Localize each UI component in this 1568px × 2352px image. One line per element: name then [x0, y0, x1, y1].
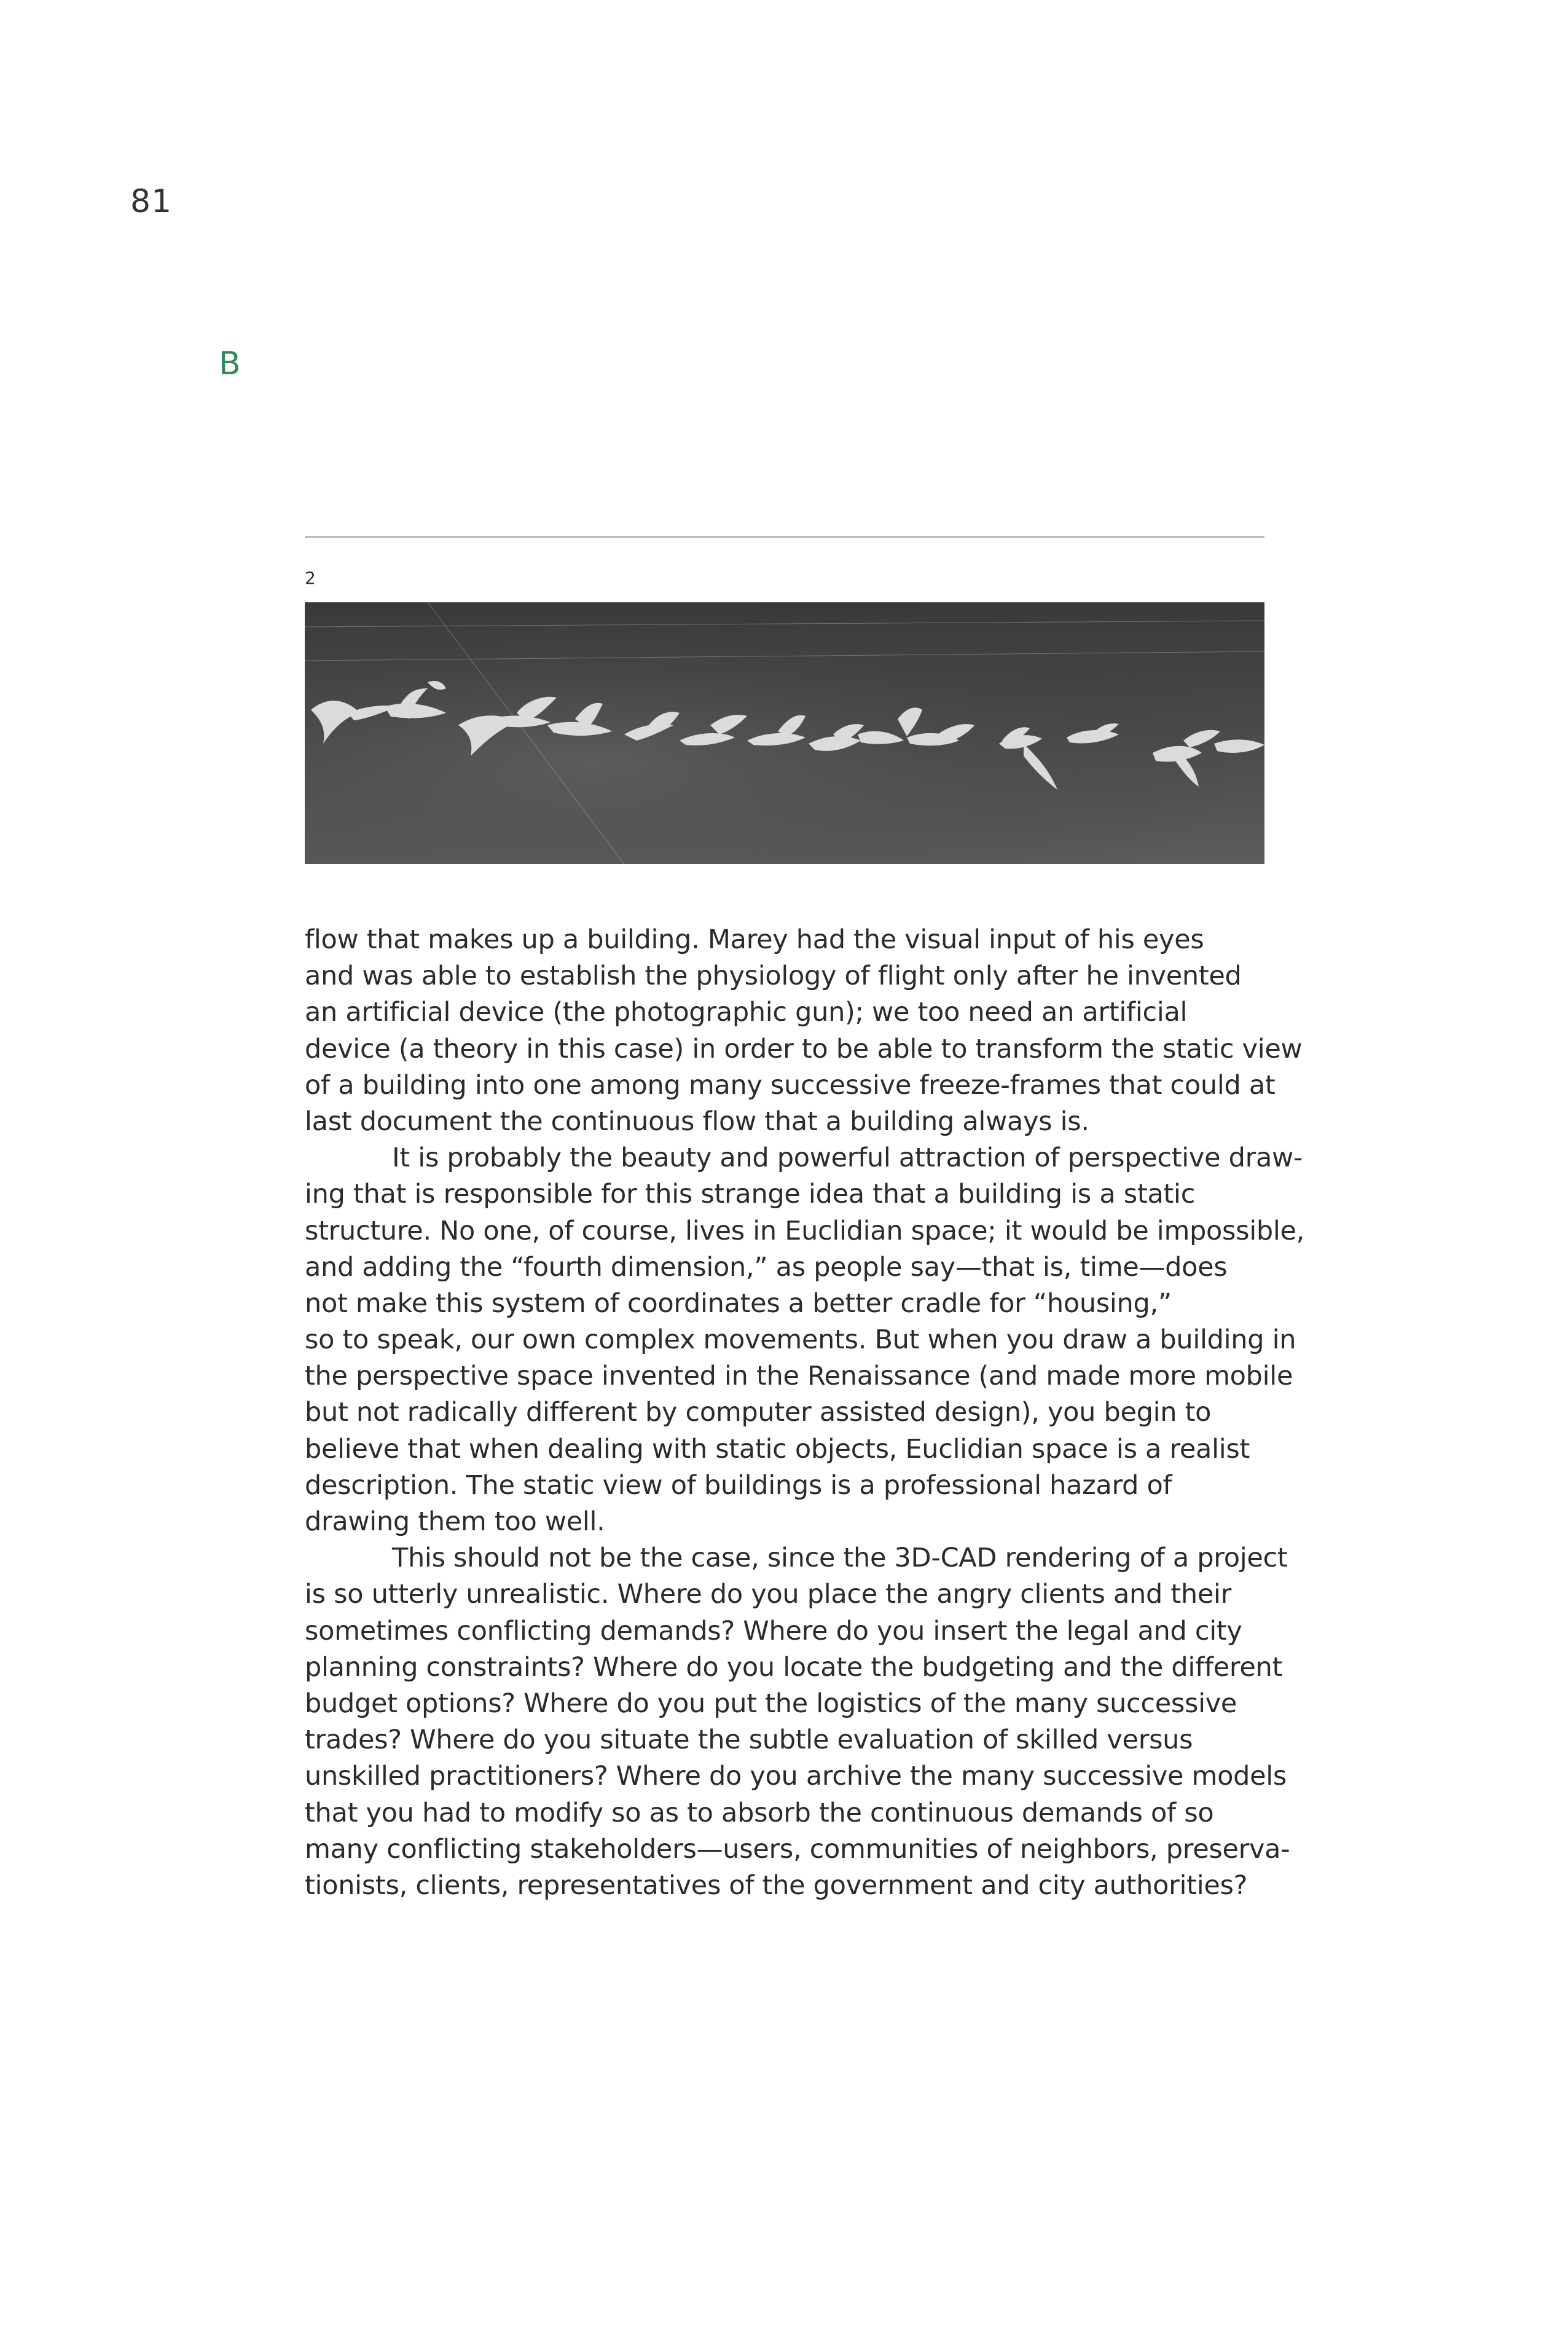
- text-line: trades? Where do you situate the subtle evaluation of skilled versus: [305, 1725, 1193, 1756]
- text-line: This should not be the case, since the 3D-CAD rendering of a project: [392, 1543, 1288, 1574]
- text-line: description. The static view of buildings is a professional hazard of: [305, 1469, 1172, 1501]
- text-line: of a building into one among many successive freeze-frames that could at: [305, 1069, 1276, 1101]
- text-line: and was able to establish the physiology of flight only after he invented: [305, 961, 1242, 992]
- horizontal-rule: [305, 536, 1264, 538]
- birds-flight-photograph: [305, 602, 1264, 864]
- text-line: and adding the “fourth dimension,” as people say—that is, time—does: [305, 1251, 1228, 1283]
- text-line: not make this system of coordinates a better cradle for “housing,”: [305, 1288, 1172, 1319]
- text-line: drawing them too well.: [305, 1506, 605, 1537]
- text-line: many conflicting stakeholders—users, communities of neighbors, preserva-: [305, 1833, 1290, 1865]
- text-line: the perspective space invented in the Renaissance (and made more mobile: [305, 1361, 1293, 1392]
- text-line: device (a theory in this case) in order to be able to transform the static view: [305, 1033, 1303, 1064]
- text-line: tionists, clients, representatives of the government and city authorities?: [305, 1870, 1248, 1901]
- text-line: so to speak, our own complex movements. But when you draw a building in: [305, 1324, 1296, 1356]
- text-line: last document the continuous flow that a building always is.: [305, 1106, 1089, 1137]
- text-line: but not radically different by computer assisted design), you begin to: [305, 1397, 1212, 1428]
- text-line: believe that when dealing with static objects, Euclidian space is a realist: [305, 1433, 1250, 1465]
- text-line: is so utterly unrealistic. Where do you place the angry clients and their: [305, 1579, 1232, 1610]
- text-line: that you had to modify so as to absorb the continuous demands of so: [305, 1797, 1214, 1828]
- text-line: an artificial device (the photographic gun); we too need an artificial: [305, 997, 1188, 1028]
- text-line: structure. No one, of course, lives in Euclidian space; it would be impossible,: [305, 1215, 1305, 1246]
- figure-number: 2: [305, 568, 316, 588]
- text-line: planning constraints? Where do you locate the budgeting and the different: [305, 1651, 1282, 1683]
- text-line: flow that makes up a building. Marey had the visual input of his eyes: [305, 924, 1204, 955]
- body-text: [305, 922, 1305, 1904]
- text-line: ing that is responsible for this strange idea that a building is a static: [305, 1179, 1196, 1210]
- text-line: budget options? Where do you put the logistics of the many successive: [305, 1688, 1237, 1719]
- section-letter: B: [219, 345, 241, 382]
- text-line: unskilled practitioners? Where do you archive the many successive models: [305, 1761, 1287, 1792]
- page-number: 81: [130, 183, 173, 220]
- text-line: It is probably the beauty and powerful attraction of perspective draw-: [392, 1143, 1303, 1174]
- text-line: sometimes conflicting demands? Where do you insert the legal and city: [305, 1615, 1242, 1646]
